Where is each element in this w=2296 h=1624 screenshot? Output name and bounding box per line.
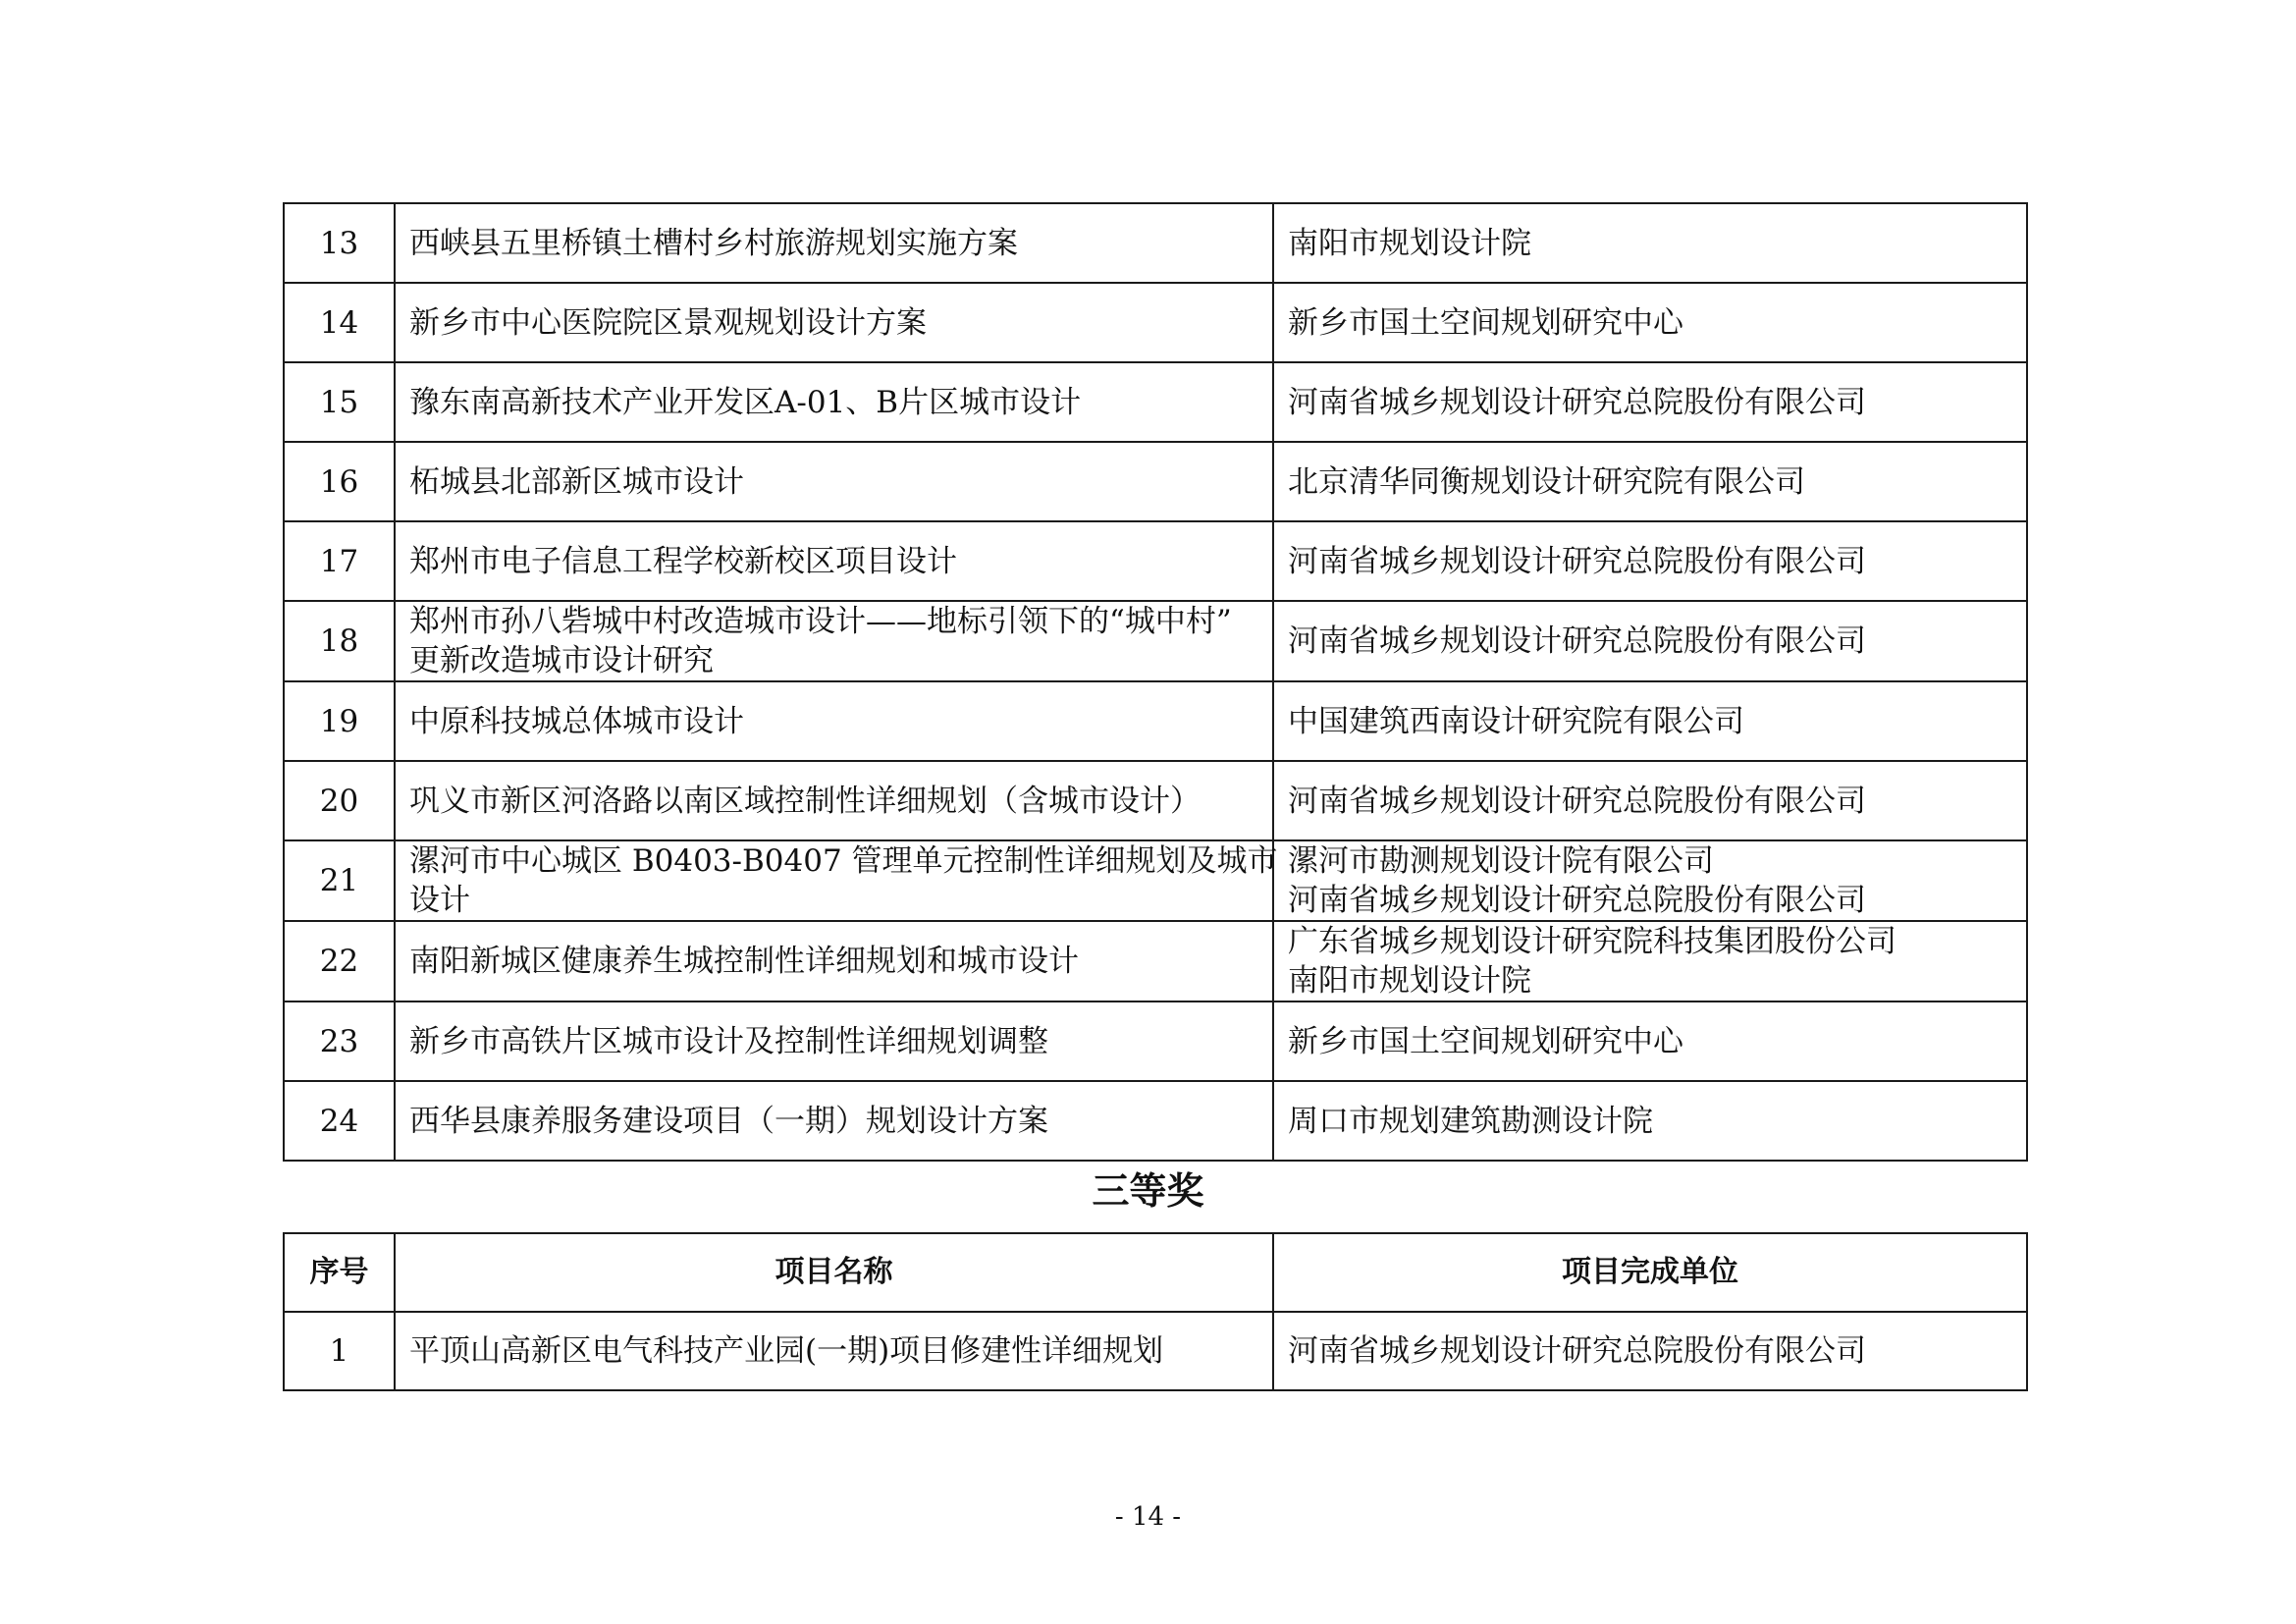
header-project-name: 项目名称: [395, 1233, 1273, 1312]
row-index: 19: [284, 681, 395, 761]
project-name: 西华县康养服务建设项目（一期）规划设计方案: [409, 1103, 1048, 1139]
table-row: [284, 1312, 2027, 1390]
table-row: [284, 442, 2027, 521]
project-name: 西峡县五里桥镇土槽村乡村旅游规划实施方案: [409, 225, 1018, 261]
project-name: 郑州市孙八砦城中村改造城市设计——地标引领下的“城中村”: [409, 604, 1232, 639]
project-name: 巩义市新区河洛路以南区域控制性详细规划（含城市设计）: [409, 783, 1201, 819]
project-name: 南阳新城区健康养生城控制性详细规划和城市设计: [409, 944, 1079, 979]
row-index: 17: [284, 521, 395, 601]
project-name-cell: [395, 521, 1273, 601]
table-row: [284, 761, 2027, 840]
project-name-cell: [395, 1081, 1273, 1161]
completing-unit: 河南省城乡规划设计研究总院股份有限公司: [1288, 1333, 1866, 1369]
project-name: 柘城县北部新区城市设计: [409, 463, 744, 500]
row-index: 15: [284, 362, 395, 442]
completing-unit-cell: [1273, 1001, 2027, 1081]
completing-unit: 周口市规划建筑勘测设计院: [1288, 1103, 1653, 1139]
completing-unit-cell: [1273, 1312, 2027, 1390]
second-prize-table-continued: [283, 202, 2028, 1162]
project-name: 更新改造城市设计研究: [409, 643, 714, 678]
row-index: 16: [284, 442, 395, 521]
row-index: 21: [284, 840, 395, 921]
header-index: 序号: [284, 1233, 395, 1312]
project-name-cell: [395, 1001, 1273, 1081]
row-index: 24: [284, 1081, 395, 1161]
completing-unit: 河南省城乡规划设计研究总院股份有限公司: [1288, 783, 1866, 819]
project-name-cell: [395, 283, 1273, 362]
table-row: [284, 283, 2027, 362]
completing-unit: 漯河市勘测规划设计院有限公司: [1288, 843, 1714, 879]
row-index: 18: [284, 601, 395, 681]
table-row: [284, 1001, 2027, 1081]
completing-unit-cell: [1273, 362, 2027, 442]
row-index: 22: [284, 921, 395, 1001]
table-row: [284, 203, 2027, 283]
project-name-cell: [395, 761, 1273, 840]
project-name: 漯河市中心城区 B0403-B0407 管理单元控制性详细规划及城市: [409, 843, 1278, 879]
table-row: [284, 681, 2027, 761]
completing-unit-cell: [1273, 681, 2027, 761]
project-name-cell: [395, 1312, 1273, 1390]
row-index: 20: [284, 761, 395, 840]
page-number: - 14 -: [1114, 1502, 1182, 1532]
project-name-cell: [395, 840, 1278, 921]
third-prize-section-title: 三等奖: [1092, 1169, 1204, 1213]
completing-unit-cell: [1273, 203, 2027, 283]
project-name: 新乡市高铁片区城市设计及控制性详细规划调整: [409, 1023, 1048, 1059]
table-row: [284, 840, 2027, 921]
project-name-cell: [395, 203, 1273, 283]
completing-unit-cell: [1273, 840, 2027, 921]
project-name: 豫东南高新技术产业开发区A-01、B片区城市设计: [409, 384, 1082, 420]
project-name-cell: [395, 921, 1273, 1001]
completing-unit: 河南省城乡规划设计研究总院股份有限公司: [1288, 623, 1866, 659]
project-name-cell: [395, 601, 1273, 681]
completing-unit: 新乡市国土空间规划研究中心: [1288, 1023, 1683, 1059]
completing-unit-cell: [1273, 921, 2027, 1001]
table-row: [284, 1081, 2027, 1161]
completing-unit-cell: [1273, 442, 2027, 521]
completing-unit: 中国建筑西南设计研究院有限公司: [1288, 703, 1744, 739]
table-row: [284, 601, 2027, 681]
completing-unit: 河南省城乡规划设计研究总院股份有限公司: [1288, 543, 1866, 579]
table-row: [284, 521, 2027, 601]
project-name: 新乡市中心医院院区景观规划设计方案: [409, 304, 927, 341]
table-header-row: [284, 1233, 2027, 1312]
completing-unit-cell: [1273, 761, 2027, 840]
table-row: [284, 921, 2027, 1001]
row-index: 14: [284, 283, 395, 362]
project-name: 平顶山高新区电气科技产业园(一期)项目修建性详细规划: [409, 1333, 1164, 1369]
completing-unit-cell: [1273, 283, 2027, 362]
completing-unit: 河南省城乡规划设计研究总院股份有限公司: [1288, 883, 1866, 918]
project-name-cell: [395, 442, 1273, 521]
completing-unit: 河南省城乡规划设计研究总院股份有限公司: [1288, 384, 1866, 420]
row-index: 23: [284, 1001, 395, 1081]
completing-unit-cell: [1273, 1081, 2027, 1161]
row-index: 1: [284, 1312, 395, 1390]
third-prize-table: [283, 1232, 2028, 1391]
completing-unit: 南阳市规划设计院: [1288, 225, 1531, 261]
project-name-cell: [395, 681, 1273, 761]
row-index: 13: [284, 203, 395, 283]
project-name-cell: [395, 362, 1273, 442]
completing-unit-cell: [1273, 521, 2027, 601]
project-name: 中原科技城总体城市设计: [409, 703, 744, 739]
completing-unit: 北京清华同衡规划设计研究院有限公司: [1288, 463, 1805, 500]
completing-unit-cell: [1273, 601, 2027, 681]
table-row: [284, 362, 2027, 442]
completing-unit: 广东省城乡规划设计研究院科技集团股份公司: [1288, 924, 1896, 959]
completing-unit: 新乡市国土空间规划研究中心: [1288, 304, 1683, 341]
project-name: 设计: [409, 883, 470, 918]
completing-unit: 南阳市规划设计院: [1288, 963, 1531, 999]
header-completing-unit: 项目完成单位: [1273, 1233, 2027, 1312]
second-prize-table-body: [284, 203, 2027, 1161]
third-prize-table-body: [284, 1312, 2027, 1390]
project-name: 郑州市电子信息工程学校新校区项目设计: [409, 543, 957, 579]
